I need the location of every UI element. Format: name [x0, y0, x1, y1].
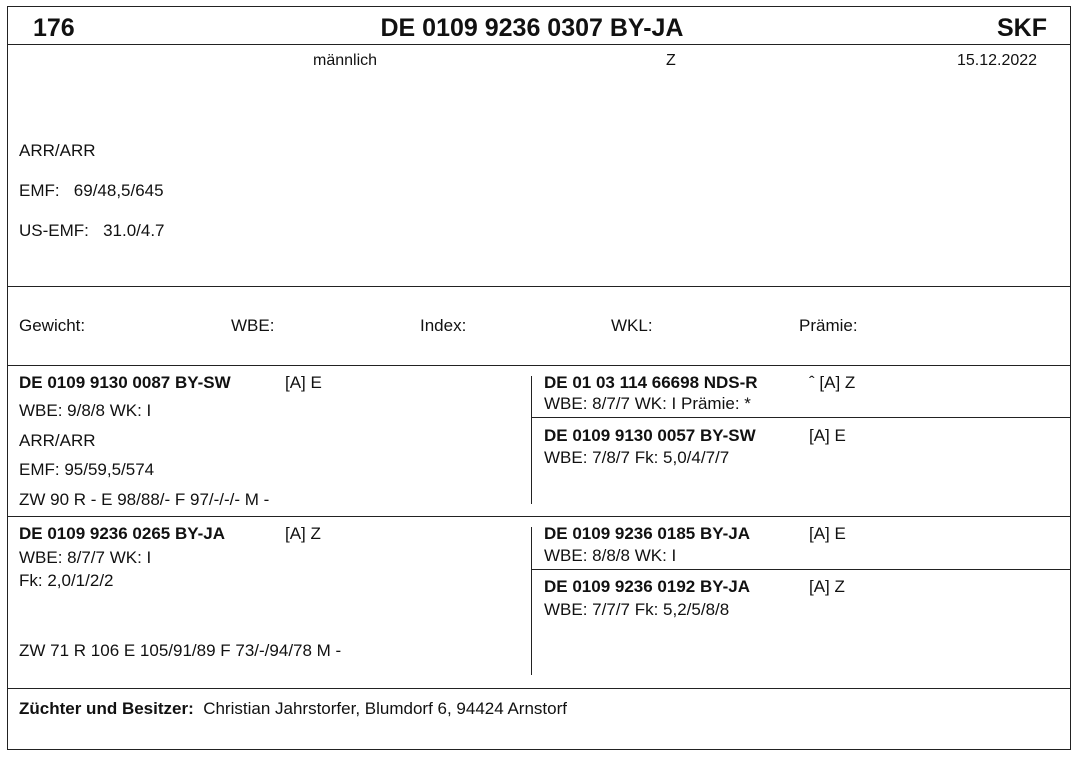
header-divider [7, 44, 1071, 45]
owner-row [19, 699, 567, 719]
date-label: 15.12.2022 [957, 52, 1038, 69]
owner-divider [7, 688, 1071, 689]
dam-id: DE 0109 9236 0265 BY-JA [19, 524, 226, 543]
us-emf-value: 31.0/4.7 [103, 221, 165, 240]
genotype: ARR/ARR [19, 141, 96, 160]
info-divider [7, 286, 1071, 287]
sire-sire-tags: ˆ [A] Z [809, 373, 856, 392]
emf-row [19, 181, 164, 201]
us-emf-label: US-EMF: [19, 221, 89, 240]
dam-sire-tags: [A] E [809, 524, 846, 543]
dam-parents-divider [531, 569, 1071, 570]
dam-vertical-divider [531, 527, 532, 675]
dam-line1: WBE: 8/7/7 WK: I [19, 548, 152, 567]
sire-vertical-divider [531, 376, 532, 504]
weight-label: Gewicht: [19, 316, 86, 335]
sire-id: DE 0109 9130 0087 BY-SW [19, 373, 231, 392]
wbe-label: WBE: [231, 316, 275, 335]
sire-sire-line1: WBE: 8/7/7 WK: I Prämie: * [544, 394, 751, 413]
metrics-divider [7, 365, 1071, 366]
us-emf-row [19, 221, 165, 241]
code-label: Z [666, 52, 676, 69]
sire-dam-line1: WBE: 7/8/7 Fk: 5,0/4/7/7 [544, 448, 730, 467]
owner-value: Christian Jahrstorfer, Blumdorf 6, 94424 Arnstorf [203, 699, 567, 718]
sex-label: männlich [313, 52, 378, 69]
breed-code: SKF [997, 14, 1047, 42]
sire-line2: ARR/ARR [19, 431, 96, 450]
dam-dam-line1: WBE: 7/7/7 Fk: 5,2/5/8/8 [544, 600, 730, 619]
sire-tags: [A] E [285, 373, 322, 392]
dam-line3: ZW 71 R 106 E 105/91/89 F 73/-/94/78 M - [19, 641, 342, 660]
dam-sire-id: DE 0109 9236 0185 BY-JA [544, 524, 751, 543]
sire-parents-divider [531, 417, 1071, 418]
emf-value: 69/48,5/645 [73, 181, 164, 200]
dam-dam-id: DE 0109 9236 0192 BY-JA [544, 577, 751, 596]
dam-dam-tags: [A] Z [809, 577, 845, 596]
wkl-label: WKL: [611, 316, 653, 335]
index-label: Index: [420, 316, 467, 335]
sire-sire-id: DE 01 03 114 66698 NDS-R [544, 373, 758, 392]
sire-line3: EMF: 95/59,5/574 [19, 460, 155, 479]
sire-line4: ZW 90 R - E 98/88/- F 97/-/-/- M - [19, 490, 270, 509]
dam-line2: Fk: 2,0/1/2/2 [19, 571, 114, 590]
owner-label: Züchter und Besitzer: [19, 699, 194, 718]
emf-label: EMF: [19, 181, 60, 200]
dam-tags: [A] Z [285, 524, 321, 543]
dam-sire-line1: WBE: 8/8/8 WK: I [544, 546, 677, 565]
sire-dam-divider [7, 516, 1071, 517]
sire-dam-tags: [A] E [809, 426, 846, 445]
sire-dam-id: DE 0109 9130 0057 BY-SW [544, 426, 756, 445]
catalog-number: 176 [33, 14, 75, 42]
sire-line1: WBE: 9/8/8 WK: I [19, 401, 152, 420]
animal-id: DE 0109 9236 0307 BY-JA [380, 14, 684, 42]
praemie-label: Prämie: [799, 316, 858, 335]
